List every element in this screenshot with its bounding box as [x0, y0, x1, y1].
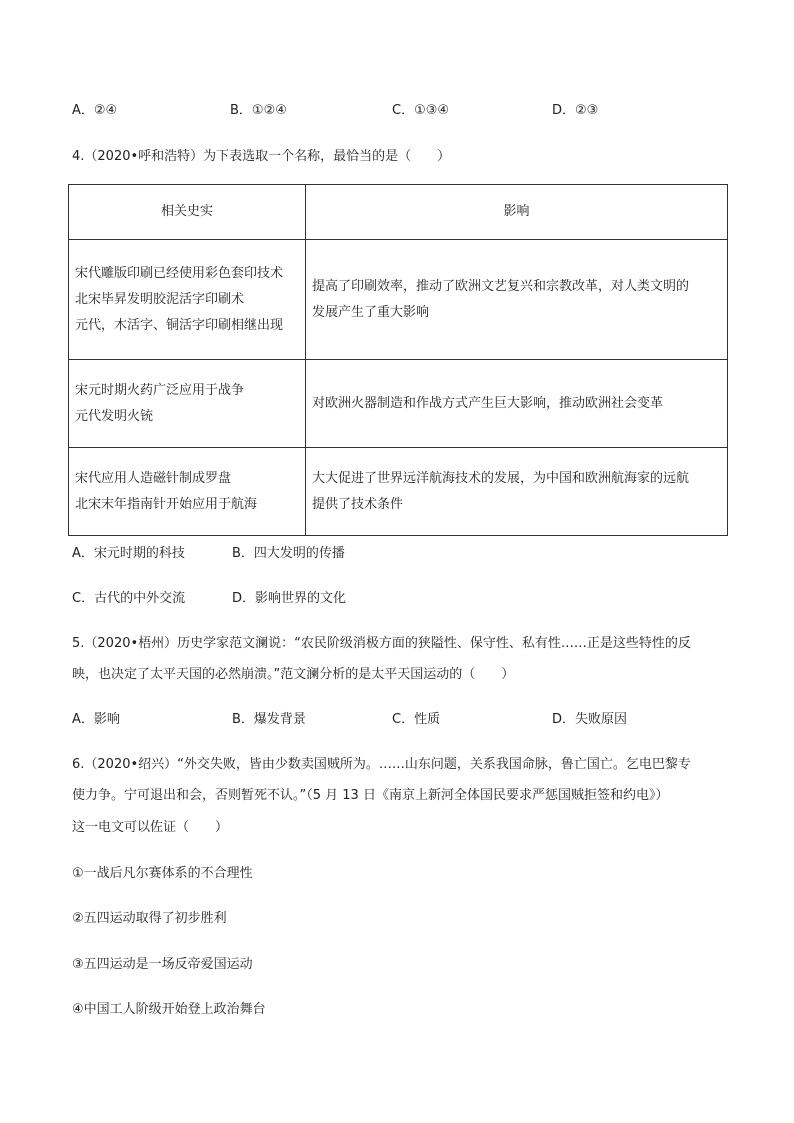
- row-facts: [69, 360, 306, 448]
- table-row: [69, 448, 728, 536]
- q4-option-b: B．四大发明的传播: [232, 546, 345, 561]
- q6-stem-line-3: 这一电文可以佐证（ ）: [72, 820, 229, 835]
- q3-option-a: A．②④: [72, 103, 118, 118]
- q5-option-b: B．爆发背景: [232, 712, 306, 727]
- q5-option-c: C．性质: [392, 712, 441, 727]
- fact-line: 宋代应用人造磁针制成罗盘: [75, 470, 232, 486]
- q3-option-b: B．①②④: [230, 103, 287, 118]
- q3-option-d: D．②③: [552, 103, 599, 118]
- q6-stem-line-2: 使力争。宁可退出和会，否则暂死不认。”（5 月 13 日《南京上新河全体国民要求严惩国贼拒签和约电》）: [72, 788, 669, 803]
- impact-line: 发展产生了重大影响: [312, 304, 430, 320]
- q6-item-4: ④中国工人阶级开始登上政治舞台: [72, 1002, 266, 1017]
- row-impact: [306, 360, 728, 448]
- impact-line: 对欧洲火器制造和作战方式产生巨大影响，推动欧洲社会变革: [312, 395, 664, 411]
- q6-stem-line-1: 6.（2020•绍兴）“外交失败，皆由少数卖国贼所为。……山东问题，关系我国命脉，鲁亡国亡。乞电巴黎专: [72, 757, 691, 772]
- fact-line: 元代，木活字、铜活字印刷相继出现: [75, 317, 284, 333]
- q4-option-c: C．古代的中外交流: [72, 591, 186, 606]
- q5-option-a: A．影响: [72, 712, 120, 727]
- row-facts: [69, 240, 306, 360]
- header-impact: 影响: [306, 185, 728, 240]
- row-facts: [69, 448, 306, 536]
- fact-line: 宋代雕版印刷已经使用彩色套印技术: [75, 265, 284, 281]
- row-impact: [306, 448, 728, 536]
- fact-line: 宋元时期火药广泛应用于战争: [75, 382, 245, 398]
- header-facts: 相关史实: [69, 185, 306, 240]
- table-row: [69, 240, 728, 360]
- fact-line: 北宋末年指南针开始应用于航海: [75, 496, 258, 512]
- table-row: [69, 360, 728, 448]
- impact-line: 提供了技术条件: [312, 496, 404, 512]
- impact-line: 大大促进了世界远洋航海技术的发展，为中国和欧洲航海家的远航: [312, 470, 690, 486]
- q6-item-1: ①一战后凡尔赛体系的不合理性: [72, 866, 253, 881]
- table-header-row: [69, 185, 728, 240]
- q4-stem: 4.（2020•呼和浩特）为下表选取一个名称，最恰当的是（ ）: [72, 149, 451, 164]
- q4-table: [68, 184, 728, 536]
- impact-line: 提高了印刷效率，推动了欧洲文艺复兴和宗教改革，对人类文明的: [312, 278, 690, 294]
- fact-line: 元代发明火铳: [75, 408, 154, 424]
- q3-option-c: C．①③④: [392, 103, 450, 118]
- fact-line: 北宋毕昇发明胶泥活字印刷术: [75, 291, 245, 307]
- q5-stem-line-2: 映，也决定了太平天国的必然崩溃。”范文澜分析的是太平天国运动的（ ）: [72, 667, 515, 682]
- row-impact: [306, 240, 728, 360]
- q5-stem-line-1: 5.（2020•梧州）历史学家范文澜说：“农民阶级消极方面的狭隘性、保守性、私有性……正是这些特性的反: [72, 636, 691, 651]
- q6-item-2: ②五四运动取得了初步胜利: [72, 911, 227, 926]
- q6-item-3: ③五四运动是一场反帝爱国运动: [72, 957, 253, 972]
- q4-option-a: A．宋元时期的科技: [72, 546, 185, 561]
- q4-option-d: D．影响世界的文化: [232, 591, 347, 606]
- q5-option-d: D．失败原因: [552, 712, 628, 727]
